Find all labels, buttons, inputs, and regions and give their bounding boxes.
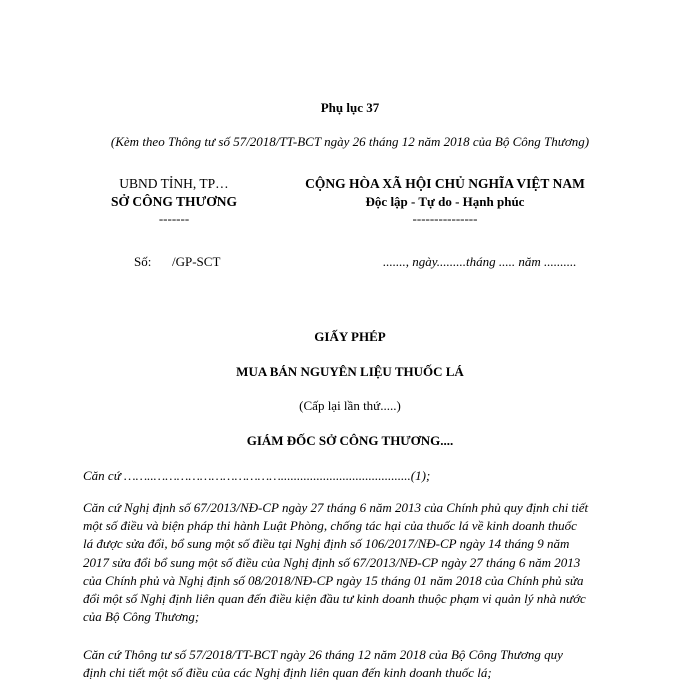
department-name: SỞ CÔNG THƯƠNG [110,194,237,209]
paragraph-line: 2017 sửa đổi bổ sung một số điều của Nghị định số 67/2013/NĐ-CP ngày 27 tháng 6 năm 2013 [83,554,581,570]
document-number-label: Số: [134,254,152,269]
paragraph-line: của Chính phủ và Nghị định số 08/2018/NĐ-CP ngày 15 tháng 01 năm 2018 của Chính phủ sửa [83,572,584,588]
paragraph-line: một số điều và biện pháp thi hành Luật Phòng, chống tác hại của thuốc lá về kinh doanh thuốc [83,518,577,534]
authority-heading: GIÁM ĐỐC SỞ CÔNG THƯƠNG.... [246,433,454,448]
paragraph-line: định chi tiết một số điều của các Nghị định liên quan đến kinh doanh thuốc lá; [83,665,492,681]
motto: Độc lập - Tự do - Hạnh phúc [365,194,525,209]
date-line: ......., ngày.........tháng ..... năm .......... [383,254,577,269]
appendix-subtitle: (Kèm theo Thông tư số 57/2018/TT-BCT ngày 26 tháng 12 năm 2018 của Bộ Công Thương) [110,134,590,149]
legal-basis-1: Căn cứ ……..……………………………........................................(1); [83,468,431,483]
paragraph-line: đổi một số Nghị định liên quan đến điều kiện đầu tư kinh doanh thuộc phạm vi quản lý nhà nước [83,591,586,607]
paragraph-line: của Bộ Công Thương; [83,609,200,625]
paragraph-line: lá được sửa đổi, bổ sung một số điều tại Nghị định số 106/2017/NĐ-CP ngày 14 tháng 9 năm [83,536,570,552]
reissue-note: (Cấp lại lần thứ.....) [299,398,401,413]
left-divider: ------- [158,211,190,226]
appendix-title: Phụ lục 37 [320,100,380,115]
document-number-value: /GP-SCT [172,254,221,269]
paragraph-line: Căn cứ Nghị định số 67/2013/NĐ-CP ngày 27 tháng 6 năm 2013 của Chính phủ quy định chi tiết [83,500,589,515]
paragraph-line: Căn cứ Thông tư số 57/2018/TT-BCT ngày 26 tháng 12 năm 2018 của Bộ Công Thương quy [83,647,563,662]
document-title: GIẤY PHÉP [314,329,386,344]
legal-basis-3 [83,646,623,682]
document-subject: MUA BÁN NGUYÊN LIỆU THUỐC LÁ [236,364,464,379]
right-divider: --------------- [412,211,478,226]
province-name: UBND TỈNH, TP… [119,176,229,191]
country-name: CỘNG HÒA XÃ HỘI CHỦ NGHĨA VIỆT NAM [305,176,585,191]
legal-basis-2 [83,499,623,626]
